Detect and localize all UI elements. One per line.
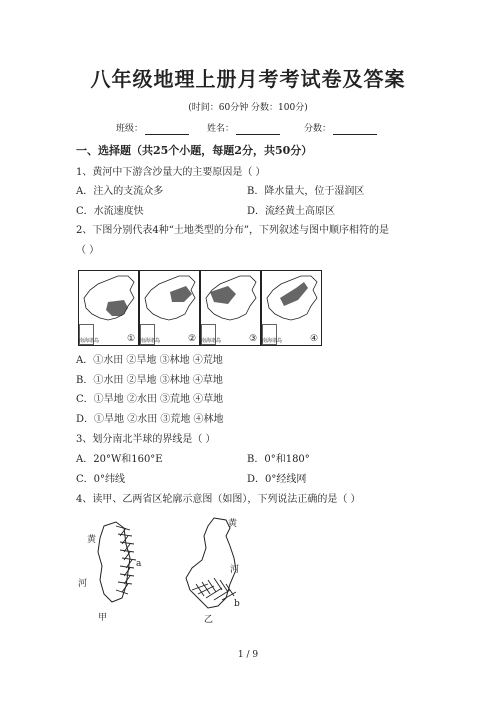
question-2-stem: 2、下图分别代表4种“土地类型的分布”，下列叙述与图中顺序相符的是 [76, 225, 389, 236]
inset-label-3: 南海诸岛 [201, 338, 222, 344]
dryland-region [170, 286, 192, 302]
q2-option-a: A．①水田 ②旱地 ③林地 ④荒地 [76, 355, 223, 366]
page-title: 八年级地理上册月考考试卷及答案 [90, 67, 406, 91]
map-number-1: ① [127, 334, 136, 344]
q3-option-c: C．0°纬线 [76, 474, 126, 485]
name-field [207, 123, 280, 135]
section-heading: 一、选择题（共25个小题，每题2分，共50分） [76, 144, 313, 157]
map-number-2: ② [188, 334, 197, 344]
q1-option-c: C．水流速度快 [76, 206, 144, 217]
inset-label-1: 南海诸岛 [79, 338, 100, 344]
yi-huang-label: 黄 [228, 519, 238, 529]
map-number-4: ④ [310, 334, 319, 344]
q1-option-a: A．注入的支流众多 [76, 186, 164, 197]
yi-he-label: 河 [230, 565, 240, 575]
q2-option-c: C．①旱地 ②水田 ③荒地 ④草地 [76, 394, 224, 405]
name-blank [236, 124, 280, 135]
grassland-region [280, 282, 308, 306]
q3-option-d: D．0°经线网 [247, 474, 307, 485]
score-label: 分数： [304, 124, 332, 134]
q3-option-b: B．0°和180° [247, 454, 310, 465]
province-jia-figure [76, 514, 156, 622]
question-2-stem-blank: （ ） [76, 245, 100, 256]
name-label: 姓名： [207, 124, 235, 134]
q3-option-a: A．20°W和160°E [76, 454, 163, 465]
jia-name-label: 甲 [98, 613, 108, 622]
question-4-stem: 4、读甲、乙两省区轮廓示意图（如图），下列说法正确的是（ ） [76, 494, 361, 505]
inset-label-2: 南海诸岛 [140, 338, 161, 344]
province-yi-figure [178, 514, 250, 624]
question-3-stem: 3、划分南北半球的界线是（ ） [76, 434, 216, 445]
jia-he-label: 河 [78, 579, 88, 589]
jia-huang-label: 黄 [87, 535, 97, 545]
paddy-region [106, 300, 128, 316]
class-blank [145, 124, 189, 135]
page-number: 1 / 9 [237, 650, 259, 660]
china-outline-1 [84, 276, 134, 320]
q1-option-d: D．流经黄土高原区 [247, 206, 336, 217]
yi-b-label: b [234, 599, 240, 609]
score-blank [333, 124, 377, 135]
inset-label-4: 南海诸岛 [262, 338, 283, 344]
class-label: 班级： [116, 124, 144, 134]
question-1-stem: 1、黄河中下游含沙量大的主要原因是（ ） [76, 167, 266, 178]
land-type-maps-figure [78, 270, 323, 346]
score-field [304, 123, 377, 135]
q2-option-b: B．①水田 ②旱地 ③林地 ④草地 [76, 375, 223, 386]
q2-option-d: D．①旱地 ②水田 ③荒地 ④林地 [76, 414, 224, 425]
exam-meta: (时间：60分钟 分数：100分) [188, 103, 308, 113]
jia-a-label: a [136, 559, 142, 569]
map-number-3: ③ [249, 334, 258, 344]
class-field [116, 123, 189, 135]
yi-name-label: 乙 [204, 615, 214, 624]
q1-option-b: B．降水量大，位于湿润区 [247, 186, 365, 197]
